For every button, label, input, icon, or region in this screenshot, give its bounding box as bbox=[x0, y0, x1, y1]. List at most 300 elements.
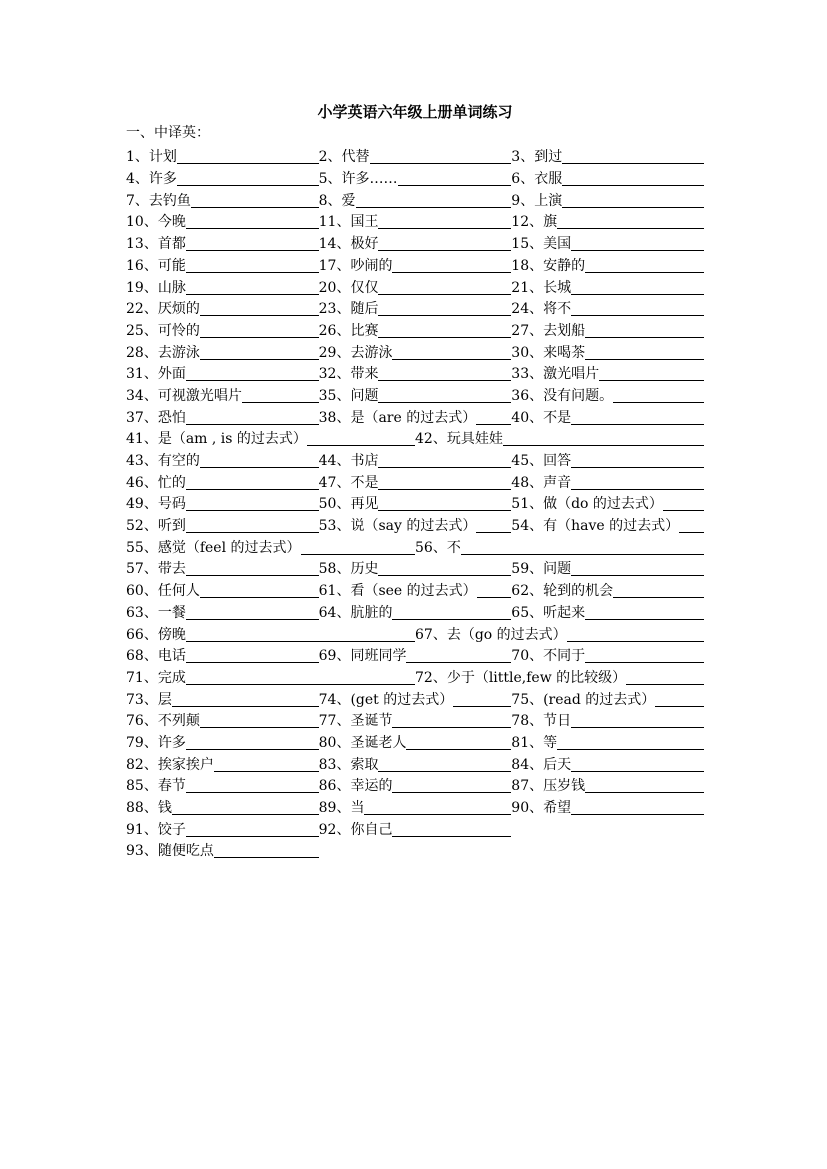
exercise-prompt: 58、历史 bbox=[318, 561, 379, 578]
exercise-row bbox=[126, 535, 704, 557]
exercise-item bbox=[126, 625, 415, 644]
exercise-prompt: 10、今晚 bbox=[126, 214, 186, 231]
answer-blank[interactable] bbox=[557, 212, 704, 229]
answer-blank[interactable] bbox=[378, 473, 511, 490]
exercise-item bbox=[319, 798, 512, 817]
exercise-row bbox=[126, 795, 704, 817]
answer-blank[interactable] bbox=[503, 429, 704, 446]
exercise-item bbox=[511, 690, 704, 709]
exercise-prompt: 83、索取 bbox=[318, 756, 379, 773]
exercise-item bbox=[319, 408, 512, 427]
answer-blank[interactable] bbox=[613, 581, 704, 598]
exercise-prompt: 38、是（are 的过去式） bbox=[318, 409, 477, 426]
exercise-item bbox=[511, 733, 704, 752]
answer-blank[interactable] bbox=[585, 256, 704, 273]
answer-blank[interactable] bbox=[585, 776, 704, 793]
exercise-prompt: 21、长城 bbox=[511, 279, 572, 296]
exercise-prompt: 19、山脉 bbox=[126, 279, 186, 296]
exercise-prompt: 67、去（go 的过去式） bbox=[415, 626, 567, 643]
exercise-item bbox=[511, 321, 704, 340]
answer-blank[interactable] bbox=[200, 321, 319, 338]
answer-blank[interactable] bbox=[406, 646, 511, 663]
exercise-prompt: 27、去划船 bbox=[511, 322, 586, 339]
exercise-prompt: 84、后天 bbox=[511, 756, 572, 773]
exercise-prompt: 63、一餐 bbox=[126, 604, 186, 621]
answer-blank[interactable] bbox=[186, 776, 319, 793]
exercise-item bbox=[319, 733, 512, 752]
exercise-item bbox=[126, 820, 319, 839]
exercise-prompt: 48、声音 bbox=[511, 474, 572, 491]
exercise-item bbox=[511, 191, 704, 210]
exercise-row bbox=[126, 405, 704, 427]
answer-blank[interactable] bbox=[186, 234, 319, 251]
exercise-row bbox=[126, 318, 704, 340]
exercise-item bbox=[511, 169, 704, 188]
exercise-item bbox=[511, 278, 704, 297]
exercise-row bbox=[126, 839, 704, 861]
answer-blank[interactable] bbox=[392, 603, 511, 620]
exercise-item bbox=[511, 408, 704, 427]
exercise-item bbox=[511, 646, 704, 665]
exercise-prompt: 76、不列颠 bbox=[126, 713, 200, 730]
answer-blank[interactable] bbox=[378, 559, 511, 576]
exercise-item bbox=[126, 386, 319, 405]
exercise-item bbox=[511, 386, 704, 405]
exercise-prompt: 56、不 bbox=[415, 539, 461, 556]
exercise-prompt: 13、首都 bbox=[126, 236, 186, 253]
exercise-row bbox=[126, 362, 704, 384]
answer-blank[interactable] bbox=[571, 408, 704, 425]
answer-blank[interactable] bbox=[177, 169, 319, 186]
exercise-item bbox=[511, 147, 704, 166]
exercise-row bbox=[126, 340, 704, 362]
answer-blank[interactable] bbox=[398, 169, 512, 186]
exercise-item bbox=[126, 841, 319, 860]
exercise-prompt: 9、上演 bbox=[511, 192, 563, 209]
answer-blank[interactable] bbox=[571, 473, 704, 490]
answer-blank[interactable] bbox=[186, 364, 319, 381]
exercise-prompt: 5、许多…… bbox=[318, 171, 398, 188]
exercise-prompt: 82、挨家挨户 bbox=[126, 756, 214, 773]
exercise-item bbox=[126, 776, 319, 795]
exercise-prompt: 3、到过 bbox=[511, 149, 563, 166]
answer-blank[interactable] bbox=[585, 646, 704, 663]
exercise-prompt: 8、爱 bbox=[318, 192, 356, 209]
exercise-prompt: 89、当 bbox=[318, 800, 365, 816]
exercise-row bbox=[126, 557, 704, 579]
exercise-prompt: 59、问题 bbox=[511, 561, 572, 578]
exercise-prompt: 22、厌烦的 bbox=[126, 301, 200, 318]
answer-blank[interactable] bbox=[585, 321, 704, 338]
exercise-item bbox=[319, 278, 512, 297]
exercise-prompt: 85、春节 bbox=[126, 778, 186, 795]
exercise-item bbox=[511, 798, 704, 817]
exercise-item bbox=[511, 494, 704, 513]
exercise-item bbox=[126, 603, 319, 622]
answer-blank[interactable] bbox=[477, 581, 512, 598]
answer-blank[interactable] bbox=[562, 147, 704, 164]
exercise-prompt: 81、等 bbox=[511, 734, 558, 751]
exercise-item bbox=[126, 451, 319, 470]
answer-blank[interactable] bbox=[571, 451, 704, 468]
exercise-prompt: 74、(get 的过去式） bbox=[318, 691, 454, 708]
exercise-item bbox=[126, 321, 319, 340]
exercise-prompt: 31、外面 bbox=[126, 366, 186, 383]
exercise-item bbox=[319, 386, 512, 405]
exercise-prompt: 12、旗 bbox=[511, 214, 558, 231]
exercise-item bbox=[126, 755, 319, 774]
exercise-item bbox=[126, 343, 319, 362]
exercise-prompt: 55、感觉（feel 的过去式） bbox=[126, 539, 301, 556]
exercise-item bbox=[319, 559, 512, 578]
exercise-item bbox=[126, 429, 415, 448]
exercise-item bbox=[319, 603, 512, 622]
exercise-prompt: 35、问题 bbox=[318, 387, 379, 404]
exercise-prompt: 45、回答 bbox=[511, 453, 572, 469]
exercise-item bbox=[126, 668, 415, 687]
exercise-prompt: 88、钱 bbox=[126, 800, 172, 816]
answer-blank[interactable] bbox=[200, 711, 319, 728]
exercise-item bbox=[126, 798, 319, 817]
exercise-row bbox=[126, 210, 704, 232]
exercise-item bbox=[126, 364, 319, 383]
exercise-prompt: 47、不是 bbox=[318, 474, 379, 491]
exercise-item bbox=[319, 299, 512, 318]
exercise-row bbox=[126, 578, 704, 600]
exercise-item bbox=[126, 494, 319, 513]
exercise-item bbox=[126, 516, 319, 535]
answer-blank[interactable] bbox=[378, 234, 511, 251]
answer-blank[interactable] bbox=[370, 147, 512, 164]
answer-blank[interactable] bbox=[186, 408, 319, 425]
exercise-item bbox=[511, 343, 704, 362]
answer-blank[interactable] bbox=[562, 169, 704, 186]
exercise-item bbox=[415, 668, 704, 687]
exercise-item bbox=[511, 755, 704, 774]
answer-blank[interactable] bbox=[186, 625, 415, 642]
exercise-prompt: 41、是（am , is 的过去式） bbox=[126, 431, 307, 448]
exercise-row bbox=[126, 774, 704, 796]
answer-blank[interactable] bbox=[186, 559, 319, 576]
exercise-item bbox=[126, 212, 319, 231]
exercise-prompt: 50、再见 bbox=[318, 496, 379, 513]
answer-blank[interactable] bbox=[571, 711, 704, 728]
exercise-prompt: 71、完成 bbox=[126, 669, 186, 686]
exercise-row bbox=[126, 231, 704, 253]
answer-blank[interactable] bbox=[378, 755, 511, 772]
exercise-prompt: 23、随后 bbox=[318, 301, 379, 318]
exercise-prompt: 77、圣诞节 bbox=[318, 713, 393, 730]
exercise-prompt: 68、电话 bbox=[126, 648, 186, 665]
answer-blank[interactable] bbox=[392, 776, 511, 793]
exercise-item bbox=[126, 408, 319, 427]
exercise-item bbox=[511, 256, 704, 275]
answer-blank[interactable] bbox=[571, 278, 704, 295]
exercise-item bbox=[511, 212, 704, 231]
exercise-prompt: 57、带去 bbox=[126, 561, 186, 578]
exercise-item bbox=[126, 646, 319, 665]
answer-blank[interactable] bbox=[186, 212, 319, 229]
exercise-item bbox=[126, 733, 319, 752]
exercise-prompt: 93、随便吃点 bbox=[126, 843, 214, 860]
worksheet bbox=[126, 102, 704, 860]
exercise-prompt: 15、美国 bbox=[511, 236, 572, 253]
answer-blank[interactable] bbox=[626, 668, 704, 685]
answer-blank[interactable] bbox=[242, 386, 319, 403]
answer-blank[interactable] bbox=[679, 516, 704, 533]
answer-blank[interactable] bbox=[585, 603, 704, 620]
exercise-item bbox=[126, 299, 319, 318]
answer-blank[interactable] bbox=[186, 494, 319, 511]
exercise-item bbox=[126, 147, 319, 166]
answer-blank[interactable] bbox=[571, 234, 704, 251]
answer-blank[interactable] bbox=[476, 408, 511, 425]
exercise-row bbox=[126, 622, 704, 644]
answer-blank[interactable] bbox=[571, 559, 704, 576]
exercise-prompt: 24、将不 bbox=[511, 301, 572, 318]
exercise-item bbox=[415, 625, 704, 644]
exercise-item bbox=[511, 516, 704, 535]
exercise-item bbox=[319, 451, 512, 470]
exercise-row bbox=[126, 297, 704, 319]
exercise-item bbox=[511, 581, 704, 600]
exercise-prompt: 37、恐怕 bbox=[126, 409, 186, 426]
exercise-row bbox=[126, 253, 704, 275]
exercise-item bbox=[319, 516, 512, 535]
exercise-item bbox=[511, 451, 704, 470]
exercise-row bbox=[126, 709, 704, 731]
exercise-item bbox=[319, 234, 512, 253]
answer-blank[interactable] bbox=[200, 451, 319, 468]
answer-blank[interactable] bbox=[186, 278, 319, 295]
answer-blank[interactable] bbox=[301, 538, 416, 555]
exercise-prompt: 91、饺子 bbox=[126, 821, 186, 838]
exercise-prompt: 92、你自己 bbox=[318, 821, 393, 838]
exercise-prompt: 16、可能 bbox=[126, 257, 186, 274]
answer-blank[interactable] bbox=[392, 256, 511, 273]
answer-blank[interactable] bbox=[307, 429, 415, 446]
answer-blank[interactable] bbox=[453, 690, 511, 707]
answer-blank[interactable] bbox=[378, 299, 511, 316]
exercise-item bbox=[319, 212, 512, 231]
exercise-item bbox=[126, 581, 319, 600]
exercise-prompt: 65、听起来 bbox=[511, 604, 586, 621]
answer-blank[interactable] bbox=[356, 191, 512, 208]
exercise-item bbox=[126, 278, 319, 297]
exercise-prompt: 42、玩具娃娃 bbox=[415, 431, 503, 448]
exercise-item bbox=[319, 646, 512, 665]
answer-blank[interactable] bbox=[655, 690, 704, 707]
answer-blank[interactable] bbox=[172, 690, 319, 707]
answer-blank[interactable] bbox=[557, 733, 704, 750]
answer-blank[interactable] bbox=[214, 841, 319, 858]
exercise-prompt: 6、衣服 bbox=[511, 171, 563, 188]
exercise-prompt: 32、带来 bbox=[318, 366, 379, 383]
exercise-item bbox=[511, 711, 704, 730]
answer-blank[interactable] bbox=[567, 625, 704, 642]
answer-blank[interactable] bbox=[186, 733, 319, 750]
exercise-prompt: 49、号码 bbox=[126, 496, 186, 513]
answer-blank[interactable] bbox=[378, 212, 511, 229]
answer-blank[interactable] bbox=[186, 516, 319, 533]
exercise-prompt: 87、压岁钱 bbox=[511, 778, 586, 795]
exercise-prompt: 79、许多 bbox=[126, 734, 186, 751]
exercise-prompt: 86、幸运的 bbox=[318, 778, 393, 795]
answer-blank[interactable] bbox=[406, 733, 511, 750]
exercise-row bbox=[126, 188, 704, 210]
answer-blank[interactable] bbox=[186, 646, 319, 663]
answer-blank[interactable] bbox=[172, 798, 319, 815]
exercise-prompt: 46、忙的 bbox=[126, 474, 186, 491]
section-heading: 一、中译英： bbox=[126, 125, 210, 141]
answer-blank[interactable] bbox=[186, 668, 415, 685]
exercise-row bbox=[126, 665, 704, 687]
exercise-prompt: 26、比赛 bbox=[318, 322, 379, 339]
answer-blank[interactable] bbox=[392, 711, 511, 728]
exercise-row bbox=[126, 644, 704, 666]
exercise-row bbox=[126, 730, 704, 752]
answer-blank[interactable] bbox=[599, 364, 704, 381]
exercise-item bbox=[319, 776, 512, 795]
exercise-item bbox=[126, 538, 415, 557]
answer-blank[interactable] bbox=[392, 820, 511, 837]
answer-blank[interactable] bbox=[186, 603, 319, 620]
exercise-prompt: 51、做（do 的过去式） bbox=[511, 496, 663, 513]
answer-blank[interactable] bbox=[378, 386, 511, 403]
answer-blank[interactable] bbox=[476, 516, 511, 533]
exercise-prompt: 53、说（say 的过去式） bbox=[318, 518, 477, 535]
exercise-item bbox=[126, 473, 319, 492]
exercise-item bbox=[126, 559, 319, 578]
exercise-prompt: 78、节日 bbox=[511, 713, 572, 730]
exercise-item bbox=[319, 581, 512, 600]
exercise-item bbox=[511, 364, 704, 383]
answer-blank[interactable] bbox=[200, 343, 319, 360]
exercise-item bbox=[511, 603, 704, 622]
answer-blank[interactable] bbox=[364, 798, 511, 815]
exercise-item bbox=[511, 234, 704, 253]
exercise-prompt: 20、仅仅 bbox=[318, 279, 379, 296]
exercise-prompt: 62、轮到的机会 bbox=[511, 583, 614, 600]
exercise-row bbox=[126, 687, 704, 709]
exercise-prompt: 25、可怜的 bbox=[126, 322, 200, 339]
exercise-prompt: 43、有空的 bbox=[126, 453, 200, 469]
exercise-item bbox=[319, 169, 512, 188]
exercise-item bbox=[415, 429, 704, 448]
exercise-row bbox=[126, 470, 704, 492]
exercise-item bbox=[319, 820, 512, 839]
exercise-prompt: 60、任何人 bbox=[126, 583, 200, 600]
exercise-prompt: 14、极好 bbox=[318, 236, 379, 253]
exercise-prompt: 4、许多 bbox=[126, 171, 177, 188]
exercise-prompt: 28、去游泳 bbox=[126, 344, 200, 361]
answer-blank[interactable] bbox=[191, 191, 319, 208]
exercise-row bbox=[126, 752, 704, 774]
exercise-prompt: 64、肮脏的 bbox=[318, 604, 393, 621]
exercise-prompt: 29、去游泳 bbox=[318, 344, 393, 361]
exercise-row bbox=[126, 427, 704, 449]
answer-blank[interactable] bbox=[186, 473, 319, 490]
exercise-prompt: 75、(read 的过去式） bbox=[511, 691, 656, 708]
exercise-item bbox=[319, 321, 512, 340]
exercise-prompt: 36、没有问题。 bbox=[511, 387, 614, 404]
exercise-row bbox=[126, 600, 704, 622]
exercise-prompt: 69、同班同学 bbox=[318, 648, 407, 665]
answer-blank[interactable] bbox=[378, 494, 511, 511]
answer-blank[interactable] bbox=[571, 798, 704, 815]
answer-blank[interactable] bbox=[378, 451, 511, 468]
exercise-item bbox=[126, 711, 319, 730]
exercise-item bbox=[511, 776, 704, 795]
exercise-item bbox=[126, 234, 319, 253]
worksheet-title: 小学英语六年级上册单词练习 bbox=[317, 103, 513, 121]
answer-blank[interactable] bbox=[200, 581, 319, 598]
exercise-prompt: 54、有（have 的过去式） bbox=[511, 518, 680, 535]
exercise-prompt: 7、去钓鱼 bbox=[126, 192, 191, 209]
exercise-item bbox=[319, 343, 512, 362]
exercise-item bbox=[126, 191, 319, 210]
exercise-prompt: 44、书店 bbox=[318, 453, 379, 469]
exercise-item bbox=[126, 256, 319, 275]
answer-blank[interactable] bbox=[392, 343, 511, 360]
exercise-item bbox=[511, 559, 704, 578]
exercise-prompt: 72、少于（little,few 的比较级） bbox=[415, 669, 627, 686]
exercise-list bbox=[126, 145, 704, 861]
exercise-prompt: 73、层 bbox=[126, 691, 172, 708]
answer-blank[interactable] bbox=[585, 343, 704, 360]
exercise-row bbox=[126, 166, 704, 188]
exercise-prompt: 90、希望 bbox=[511, 800, 572, 816]
exercise-row bbox=[126, 448, 704, 470]
exercise-prompt: 1、计划 bbox=[126, 149, 177, 166]
exercise-prompt: 2、代替 bbox=[318, 149, 370, 166]
exercise-item bbox=[319, 364, 512, 383]
exercise-item bbox=[319, 473, 512, 492]
answer-blank[interactable] bbox=[461, 538, 704, 555]
answer-blank[interactable] bbox=[663, 494, 704, 511]
exercise-prompt: 33、激光唱片 bbox=[511, 366, 600, 383]
exercise-item bbox=[319, 191, 512, 210]
exercise-prompt: 61、看（see 的过去式） bbox=[318, 583, 477, 600]
exercise-prompt: 52、听到 bbox=[126, 518, 186, 535]
exercise-item bbox=[319, 256, 512, 275]
exercise-item bbox=[511, 473, 704, 492]
answer-blank[interactable] bbox=[186, 820, 319, 837]
exercise-row bbox=[126, 513, 704, 535]
exercise-item bbox=[319, 494, 512, 513]
exercise-item bbox=[319, 711, 512, 730]
answer-blank[interactable] bbox=[571, 755, 704, 772]
exercise-row bbox=[126, 145, 704, 167]
answer-blank[interactable] bbox=[177, 147, 319, 164]
answer-blank[interactable] bbox=[186, 256, 319, 273]
exercise-item bbox=[319, 147, 512, 166]
answer-blank[interactable] bbox=[562, 191, 704, 208]
exercise-prompt: 30、来喝茶 bbox=[511, 344, 586, 361]
exercise-item bbox=[319, 755, 512, 774]
answer-blank[interactable] bbox=[378, 364, 511, 381]
exercise-row bbox=[126, 383, 704, 405]
exercise-row bbox=[126, 492, 704, 514]
answer-blank[interactable] bbox=[214, 755, 319, 772]
answer-blank[interactable] bbox=[378, 321, 511, 338]
answer-blank[interactable] bbox=[613, 386, 704, 403]
answer-blank[interactable] bbox=[200, 299, 319, 316]
answer-blank[interactable] bbox=[378, 278, 511, 295]
exercise-prompt: 11、国王 bbox=[318, 214, 379, 231]
answer-blank[interactable] bbox=[571, 299, 704, 316]
exercise-item bbox=[126, 690, 319, 709]
